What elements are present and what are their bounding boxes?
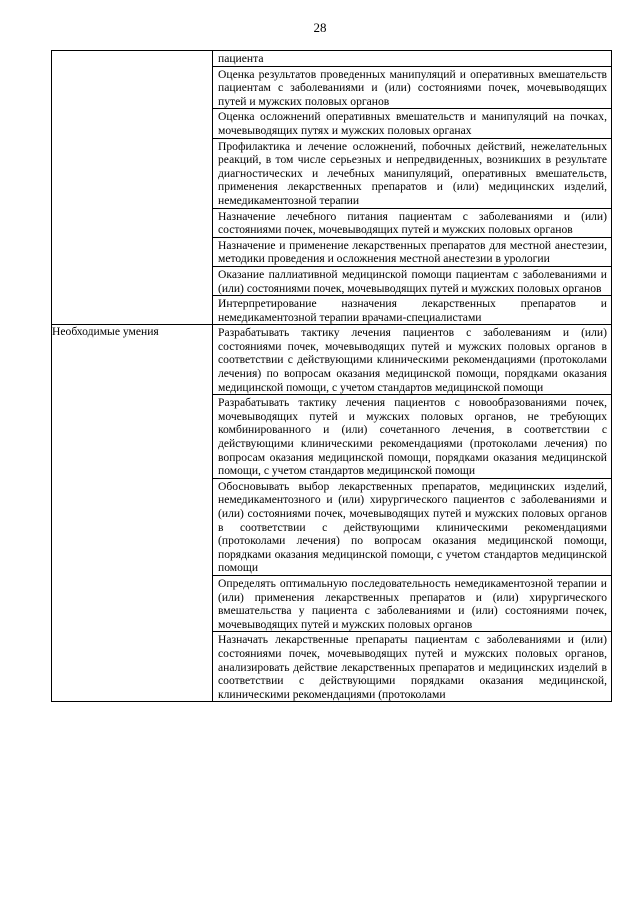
table-row [52,51,612,325]
list-item: Назначение лечебного питания пациентам с заболеваниями и (или) состояниями почек, мочевыводящих путей и мужских половых органов [213,208,611,237]
requirements-table [51,50,612,702]
row-label: Необходимые умения [52,325,213,702]
row-label [52,51,213,325]
list-item: Разрабатывать тактику лечения пациентов с новообразованиями почек, мочевыводящих путей и мужских половых органов, не требующих комбинированного и (или) сочетанного лечения, в соответствии с действующими клиническими рекомендациями (протоколами лечения) по вопросам оказания медицинской помощи, порядками оказания медицинской помощи, с учетом стандартов медицинской помощи [213,394,611,478]
list-item: Интерпретирование назначения лекарственных препаратов и немедикаментозной терапии врачами-специалистами [213,295,611,324]
list-item: Оценка осложнений оперативных вмешательств и манипуляций на почках, мочевыводящих путях и мужских половых органах [213,108,611,137]
row-description [213,51,612,325]
list-item: Профилактика и лечение осложнений, побочных действий, нежелательных реакций, в том числе серьезных и непредвиденных, возникших в результате диагностических и лечебных манипуляций, оперативных вмешательств, применения лекарственных препаратов и (или) медицинских изделий, немедикаментозной терапии [213,138,611,208]
row-description [213,325,612,702]
list-item: Определять оптимальную последовательность немедикаментозной терапии и (или) применения лекарственных препаратов и (или) хирургического вмешательства у пациента с заболеваниями и (или) состояниями почек, мочевыводящих путей и мужских половых органов [213,575,611,631]
table-row [52,325,612,702]
list-item: Назначение и применение лекарственных препаратов для местной анестезии, методики проведения и осложнения местной анестезии в урологии [213,237,611,266]
list-item: Оценка результатов проведенных манипуляций и оперативных вмешательств пациентам с заболеваниями и (или) состояниями почек, мочевыводящих путей и мужских половых органов [213,66,611,109]
list-item: Обосновывать выбор лекарственных препаратов, медицинских изделий, немедикаментозного и (или) хирургического пациентов с заболеваниями и (или) состояниями почек, мочевыводящих путей и мужских половых органов в соответствии с действующими клиническими рекомендациями (протоколами лечения) по вопросам оказания медицинской помощи, порядками оказания медицинской помощи, с учетом стандартов медицинской помощи [213,478,611,575]
list-item: пациента [218,52,264,65]
page-number: 28 [313,20,327,35]
list-item: Назначать лекарственные препараты пациентам с заболеваниями и (или) состояниями почек, мочевыводящих путей и мужских половых органов, анализировать действие лекарственных препаратов и медицинских изделий в соответствии с действующими порядками оказания медицинской, клиническими рекомендациями (протоколами [213,631,611,701]
list-item: Оказание паллиативной медицинской помощи пациентам с заболеваниями и (или) состояниями почек, мочевыводящих путей и мужских половых органов [213,266,611,295]
list-item: Разрабатывать тактику лечения пациентов с заболеваниям и (или) состояниями почек, мочевыводящих путей и мужских половых органов в соответствии с действующими клиническими рекомендациями (протоколами лечения) по вопросам оказания медицинской помощи, порядками оказания медицинской помощи, с учетом стандартов медицинской помощи [218,326,607,394]
